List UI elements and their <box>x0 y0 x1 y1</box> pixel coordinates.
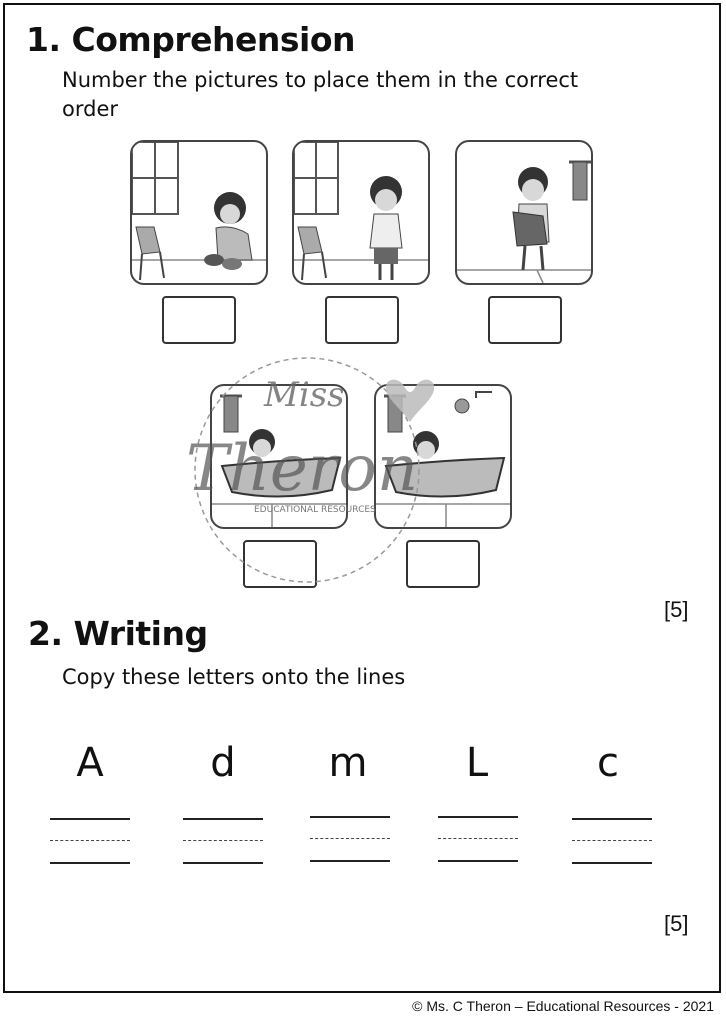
boy-in-bath-with-shower-icon <box>376 386 510 527</box>
picture-boy-in-bath-with-shower <box>374 384 512 529</box>
writing-lines-5[interactable] <box>572 818 652 866</box>
picture-boy-in-bath <box>210 384 348 529</box>
letter-1: A <box>76 740 104 786</box>
watermark-line2: Theron <box>186 432 419 506</box>
section1-title: 1. Comprehension <box>26 20 356 59</box>
answer-box-3[interactable] <box>488 296 562 344</box>
writing-lines-4[interactable] <box>438 816 518 864</box>
answer-box-1[interactable] <box>162 296 236 344</box>
watermark-line3: EDUCATIONAL RESOURCES <box>254 505 376 515</box>
writing-lines-3[interactable] <box>310 816 390 864</box>
section1-score: [5] <box>664 597 689 622</box>
section1-instruction-line2: order <box>62 97 118 121</box>
section2-score: [5] <box>664 911 689 936</box>
boy-putting-on-shoes-icon <box>132 142 266 283</box>
letter-5: c <box>597 740 619 786</box>
footer-copyright: © Ms. C Theron – Educational Resources - 2021 <box>412 998 714 1014</box>
writing-lines-1[interactable] <box>50 818 130 866</box>
boy-drying-with-towel-icon <box>457 142 591 283</box>
answer-box-2[interactable] <box>325 296 399 344</box>
picture-boy-buttoning-shirt <box>292 140 430 285</box>
answer-box-4[interactable] <box>243 540 317 588</box>
boy-in-bath-icon <box>212 386 346 527</box>
watermark-line1: Miss <box>264 375 345 415</box>
letter-4: L <box>465 740 489 786</box>
picture-boy-putting-on-shoes <box>130 140 268 285</box>
letter-2: d <box>210 740 236 786</box>
section2-title: 2. Writing <box>28 614 208 653</box>
section1-instruction-line1: Number the pictures to place them in the correct <box>62 68 579 92</box>
picture-boy-drying-with-towel <box>455 140 593 285</box>
writing-lines-2[interactable] <box>183 818 263 866</box>
answer-box-5[interactable] <box>406 540 480 588</box>
boy-buttoning-shirt-icon <box>294 142 428 283</box>
section2-instruction: Copy these letters onto the lines <box>62 665 406 689</box>
letter-3: m <box>328 740 368 786</box>
